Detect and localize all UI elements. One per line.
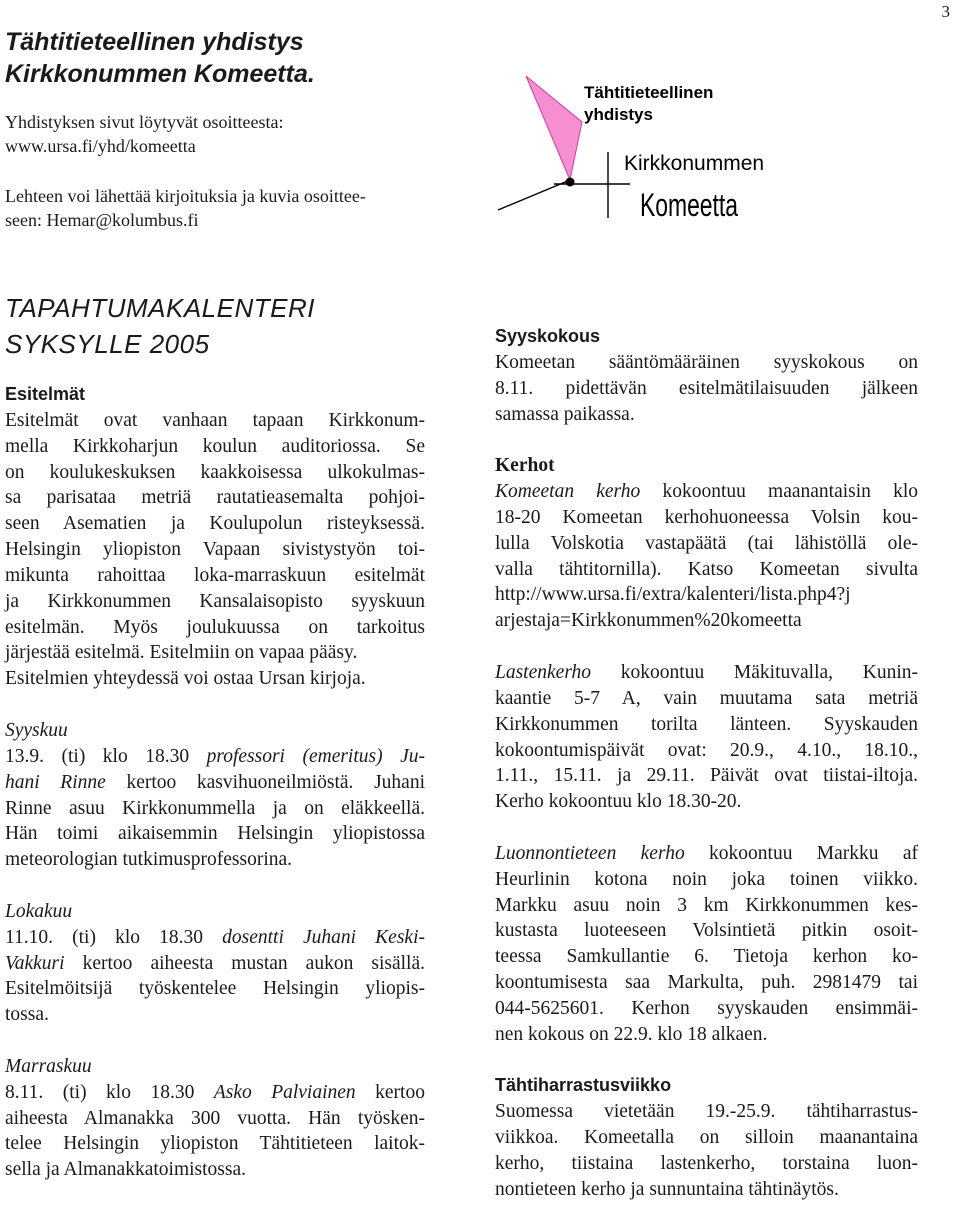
calendar-title-line: SYKSYLLE 2005: [5, 329, 210, 359]
event-line: 11.10. (ti) klo 18.30 dosentti Juhani Keski-: [5, 926, 425, 948]
logo-text-line1: Tähtitieteellinen: [584, 83, 714, 102]
body-line: samassa paikassa.: [495, 403, 635, 425]
logo-text-line4: Komeetta: [640, 187, 739, 223]
calendar-title: [5, 290, 315, 362]
event-line: sella ja Almanakkatoimistossa.: [5, 1159, 246, 1181]
body-line: ja Kirkkonummen Kansalaisopisto syyskuun: [5, 590, 425, 612]
page-number: 3: [941, 2, 950, 21]
club-line: Kirkkonummen torilta länteen. Syyskauden: [495, 713, 918, 735]
body-line: järjestää esitelmä. Esitelmiin on vapaa pääsy.: [5, 642, 358, 664]
speaker-name: Asko Palviainen: [213, 1081, 356, 1103]
body-line: sa parisataa metriä rautatieasemalta pohjoi-: [5, 487, 425, 509]
body-line: Esitelmien yhteydessä voi ostaa Ursan kirjoja.: [5, 668, 366, 690]
club-line: Heurlinin kotona noin joka toinen viikko.: [495, 868, 918, 890]
submission-email[interactable]: seen: Hemar@kolumbus.fi: [5, 210, 199, 230]
section-heading-kerhot: Kerhot: [495, 455, 555, 477]
organization-title-line: Tähtitieteellinen yhdistys: [5, 28, 304, 56]
club-name: Luonnontieteen kerho: [495, 842, 685, 864]
right-column: [495, 324, 918, 1203]
club-line: valla tähtitornilla). Katso Komeetan sivulta: [495, 558, 918, 580]
submission-info-line: Lehteen voi lähettää kirjoituksia ja kuvia osoittee-: [5, 186, 366, 206]
club-line: Luonnontieteen kerho kokoontuu Markku af: [495, 842, 918, 864]
body-line: Esitelmät ovat vanhaan tapaan Kirkkonum-: [5, 409, 425, 431]
club-line: 18-20 Komeetan kerhohuoneessa Volsin kou-: [495, 506, 918, 528]
body-line: Helsingin yliopiston Vapaan sivistystyön toi-: [5, 539, 425, 561]
club-line: Lastenkerho kokoontuu Mäkituvalla, Kunin-: [495, 661, 918, 683]
event-line: aiheesta Almanakka 300 vuotta. Hän työsken-: [5, 1107, 425, 1129]
section-heading-esitelmat: Esitelmät: [5, 384, 86, 404]
month-heading-syyskuu: Syyskuu: [5, 719, 68, 741]
organization-title-line: Kirkkonummen Komeetta.: [5, 60, 315, 88]
club-line: koontumisesta saa Markulta, puh. 2981479 tai: [495, 972, 918, 994]
body-line: mella Kirkkoharjun koulun auditoriossa. Se: [5, 435, 425, 457]
club-line: Kerho kokoontuu klo 18.30-20.: [495, 791, 742, 813]
club-line: kustasta luoteeseen Volsintietä pitkin osoit-: [495, 920, 918, 942]
comet-head: [566, 178, 575, 187]
website-info: [5, 110, 465, 158]
website-url[interactable]: www.ursa.fi/yhd/komeetta: [5, 136, 196, 156]
club-url[interactable]: arjestaja=Kirkkonummen%20komeetta: [495, 610, 802, 632]
event-line: tossa.: [5, 1004, 49, 1026]
event-line: hani Rinne kertoo kasvihuoneilmiöstä. Juhani: [5, 771, 425, 793]
comet-tail: [526, 76, 582, 180]
speaker-name: professori (emeritus) Ju-: [206, 745, 425, 767]
club-line: kokoontumispäivät ovat: 20.9., 4.10., 18.10.,: [495, 739, 918, 761]
section-heading-tahtiharrastusviikko: Tähtiharrastusviikko: [495, 1075, 672, 1096]
club-line: teessa Samkullantie 6. Tietoja kerhon ko-: [495, 946, 918, 968]
website-info-line: Yhdistyksen sivut löytyvät osoitteesta:: [5, 112, 284, 132]
club-name: Komeetan kerho: [495, 481, 641, 503]
event-line: Vakkuri kertoo aiheesta mustan aukon sisällä.: [5, 952, 425, 974]
body-line: 8.11. pidettävän esitelmätilaisuuden jälkeen: [495, 377, 918, 399]
submission-info: [5, 184, 465, 232]
club-line: Markku asuu noin 3 km Kirkkonummen kes-: [495, 894, 918, 916]
club-url[interactable]: http://www.ursa.fi/extra/kalenteri/lista.php4?j: [495, 584, 851, 606]
club-line: 1.11., 15.11. ja 29.11. Päivät ovat tiistai-iltoja.: [495, 765, 918, 787]
event-line: meteorologian tutkimusprofessorina.: [5, 849, 293, 871]
club-name: Lastenkerho: [495, 661, 592, 683]
event-line: 13.9. (ti) klo 18.30 professori (emeritus) Ju-: [5, 745, 425, 767]
event-line: Hän toimi aikaisemmin Helsingin yliopistossa: [5, 823, 425, 845]
month-heading-lokakuu: Lokakuu: [5, 900, 73, 922]
speaker-name: hani Rinne: [5, 771, 106, 793]
body-line: seen Asematien ja Koulupolun risteyksessä.: [5, 513, 425, 535]
body-line: kerho, tiistaina lastenkerho, torstaina luon-: [495, 1153, 918, 1174]
event-line: telee Helsingin yliopiston Tähtitieteen laitok-: [5, 1133, 425, 1155]
logo-text-line3: Kirkkonummen: [624, 152, 765, 175]
calendar-title-line: TAPAHTUMAKALENTERI: [5, 293, 315, 323]
speaker-name: Vakkuri: [5, 952, 65, 974]
body-line: on koulukeskuksen kaakkoisessa ulkokulmas-: [5, 461, 425, 483]
club-line: nen kokous on 22.9. klo 18 alkaen.: [495, 1023, 768, 1045]
body-line: Suomessa vietetään 19.-25.9. tähtiharrastus-: [495, 1101, 918, 1123]
club-line: Komeetan kerho kokoontuu maanantaisin klo: [495, 481, 918, 503]
speaker-name: dosentti Juhani Keski-: [222, 926, 425, 948]
body-line: Komeetan sääntömääräinen syyskokous on: [495, 351, 918, 373]
event-line: Rinne asuu Kirkkonummella ja on eläkkeellä.: [5, 797, 425, 819]
body-line: viikkoa. Komeetalla on silloin maanantaina: [495, 1127, 918, 1149]
event-line: Esitelmöitsijä työskentelee Helsingin yliopis-: [5, 978, 425, 1000]
month-heading-marraskuu: Marraskuu: [5, 1055, 92, 1077]
body-line: nontieteen kerho ja sunnuntaina tähtinäytös.: [495, 1178, 839, 1200]
body-line: mikunta rahoittaa loka-marraskuun esitelmät: [5, 564, 425, 586]
club-line: lulla Volskotia vastapäätä (tai lähistöllä ole-: [495, 532, 918, 554]
club-line: kaantie 5-7 A, vain muutama sata metriä: [495, 687, 918, 709]
komeetta-logo: [498, 68, 765, 238]
body-line: esitelmän. Myös joulukuussa on tarkoitus: [5, 616, 425, 638]
left-column: [5, 382, 425, 1183]
section-heading-syyskokous: Syyskokous: [495, 326, 601, 346]
club-line: 044-5625601. Kerhon syyskauden ensimmäi-: [495, 997, 918, 1019]
event-line: 8.11. (ti) klo 18.30 Asko Palviainen kertoo: [5, 1081, 425, 1103]
logo-text-line2: yhdistys: [584, 105, 653, 124]
organization-title: [5, 26, 475, 90]
